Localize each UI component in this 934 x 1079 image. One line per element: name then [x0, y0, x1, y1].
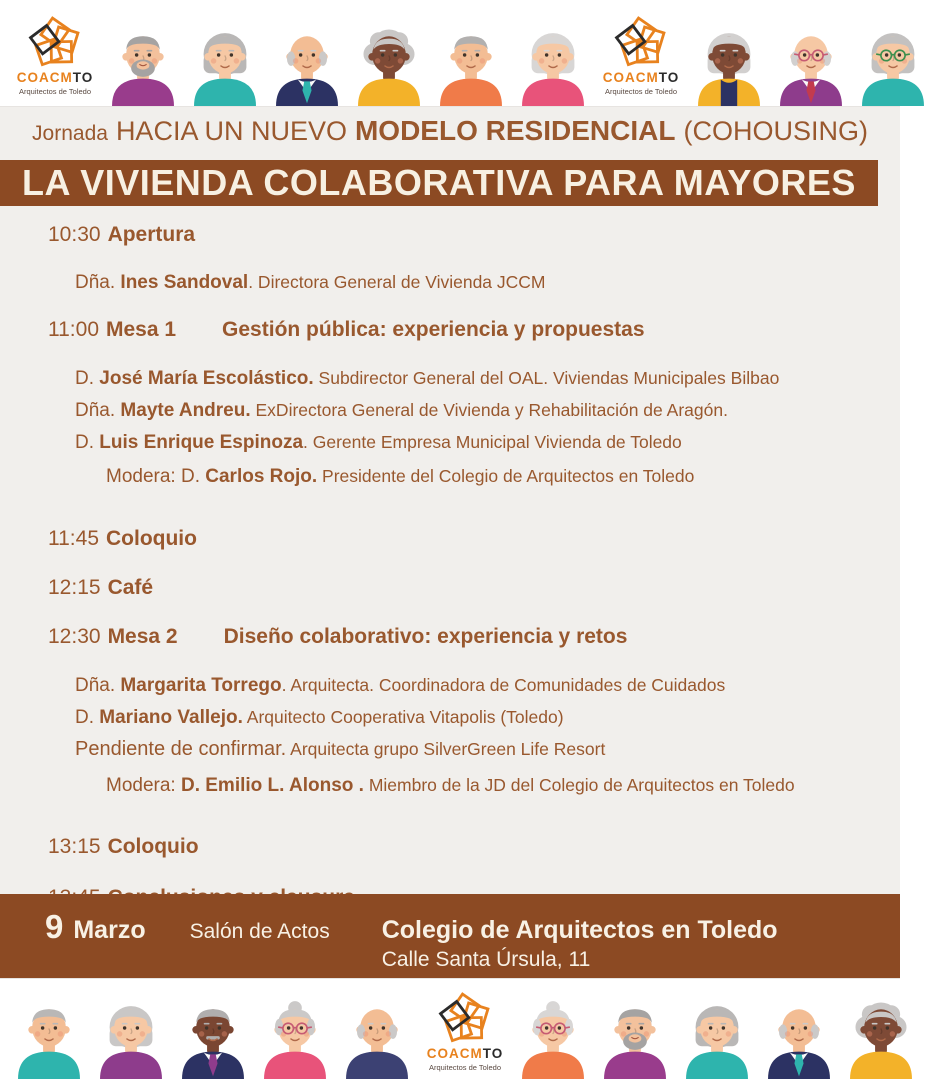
- slot-title: Coloquio: [107, 835, 199, 858]
- speaker-role: . Arquitecta. Coordinadora de Comunidades de Cuidados: [281, 675, 726, 695]
- speaker-line-pending: [75, 734, 900, 766]
- schedule-slot-mesa1: [48, 317, 900, 343]
- speaker-line: [75, 427, 900, 459]
- logo-word-accent: TO: [658, 69, 680, 85]
- footer-date-day: 9: [45, 908, 64, 945]
- coacmto-logo: [8, 11, 102, 96]
- event-title-part2: MODELO RESIDENCIAL: [354, 115, 676, 146]
- footer-bar: [0, 894, 900, 978]
- speaker-honorific: D.: [75, 432, 100, 453]
- moderator-line: [106, 770, 900, 802]
- speaker-name: Ines Sandoval: [120, 272, 249, 293]
- moderator-prefix: Modera: D.: [106, 466, 206, 487]
- slot-time: 11:45: [48, 527, 99, 550]
- slot-title: Café: [107, 576, 154, 599]
- slot-time: 11:00: [48, 318, 99, 341]
- logo-subtitle: Arquitectos de Toledo: [429, 1062, 501, 1072]
- footer-room: Salón de Actos: [189, 920, 330, 943]
- avatar-woman-gray-bob-teal-shirt: [184, 12, 266, 106]
- slot-time: 13:15: [48, 835, 101, 858]
- top-avatar-band: [0, 0, 900, 107]
- logo-word-main: COACM: [602, 69, 659, 85]
- avatar-man-bald-navy-suit: [758, 985, 840, 1079]
- avatar-man-gray-hair-teal-shirt: [8, 985, 90, 1079]
- coacmto-logo-icon: [429, 991, 501, 1047]
- coacmto-logo: [594, 11, 688, 96]
- speaker-role: Subdirector General del OAL. Viviendas Municipales Bilbao: [313, 368, 780, 388]
- avatar-woman-bun-glasses-orange-shirt: [512, 985, 594, 1079]
- footer-venue-block: [382, 915, 778, 975]
- avatar-woman-gray-afro-yellow-shirt: [348, 12, 430, 106]
- logo-word-accent: TO: [482, 1045, 504, 1061]
- slot-subtitle: Diseño colaborativo: experiencia y retos: [223, 625, 628, 648]
- speaker-role: . Gerente Empresa Municipal Vivienda de Toledo: [303, 432, 682, 452]
- moderator-prefix: Modera:: [106, 775, 181, 796]
- moderator-role: Presidente del Colegio de Arquitectos en Toledo: [317, 466, 695, 486]
- logo-word-main: COACM: [426, 1045, 483, 1061]
- slot-title: Coloquio: [106, 527, 197, 550]
- coacmto-logo-wordmark: [8, 71, 102, 85]
- speaker-role: ExDirectora General de Vivienda y Rehabilitación de Aragón.: [250, 400, 728, 420]
- coacmto-logo-icon: [19, 15, 91, 71]
- avatar-woman-green-glasses-teal-shirt: [852, 12, 934, 106]
- speaker-line: [75, 702, 900, 734]
- slot-time: 12:30: [48, 625, 101, 648]
- coacmto-logo-wordmark: [418, 1047, 512, 1061]
- speaker-name: José María Escolástico.: [99, 368, 314, 389]
- footer-date-month: Marzo: [73, 916, 146, 944]
- speaker-name: Pendiente de confirmar.: [75, 738, 287, 760]
- speaker-role: . Directora General de Vivienda JCCM: [248, 272, 546, 292]
- speaker-name: Luis Enrique Espinoza: [99, 432, 304, 453]
- avatar-woman-gray-afro-yellow-shirt: [840, 985, 922, 1079]
- speaker-line: [75, 363, 900, 395]
- event-title: [0, 107, 900, 150]
- moderator-line: [106, 461, 900, 493]
- schedule-slot-apertura: [48, 222, 900, 248]
- avatar-woman-gray-bob-purple-jacket: [90, 985, 172, 1079]
- avatar-man-mustache-navy-suit: [172, 985, 254, 1079]
- speaker-role: Arquitecta grupo SilverGreen Life Resort: [286, 739, 606, 759]
- coacmto-logo-wordmark: [594, 71, 688, 85]
- avatar-woman-yellow-vest: [688, 12, 770, 106]
- event-title-part3: (COHOUSING): [683, 116, 868, 146]
- speaker-name: Mariano Vallejo.: [99, 707, 243, 728]
- speaker-honorific: D.: [75, 368, 100, 389]
- schedule-slot-mesa2: [48, 624, 900, 650]
- speaker-line: [75, 269, 900, 297]
- program-body: [0, 107, 900, 894]
- event-banner: LA VIVIENDA COLABORATIVA PARA MAYORES: [0, 160, 878, 206]
- bottom-avatar-band: [0, 978, 900, 1079]
- speaker-line: [75, 670, 900, 702]
- slot-time: 12:15: [48, 576, 101, 599]
- speaker-honorific: D.: [75, 707, 100, 728]
- avatar-woman-gray-bob-pink-shirt: [512, 12, 594, 106]
- avatar-man-gray-hair-orange-shirt: [430, 12, 512, 106]
- moderator-role: Miembro de la JD del Colegio de Arquitectos en Toledo: [363, 775, 795, 795]
- slot-time: 10:30: [48, 223, 101, 246]
- avatar-man-bald-navy-shirt: [336, 985, 418, 1079]
- schedule-slot-coloquio2: [48, 834, 900, 860]
- speaker-name: Mayte Andreu.: [120, 400, 251, 421]
- coacmto-logo-icon: [605, 15, 677, 71]
- speaker-honorific: Dña.: [75, 400, 121, 421]
- event-title-kicker: Jornada: [32, 122, 108, 145]
- avatar-man-gray-beard-purple-shirt: [102, 12, 184, 106]
- slot-title: Apertura: [107, 223, 196, 246]
- footer-address: Calle Santa Úrsula, 11: [381, 948, 591, 971]
- schedule-slot-coloquio1: [48, 526, 900, 552]
- avatar-man-gray-beard-purple-shirt: [594, 985, 676, 1079]
- event-title-part1: HACIA UN NUEVO: [115, 116, 347, 146]
- coacmto-logo: [418, 987, 512, 1072]
- speaker-name: Margarita Torrego: [120, 675, 282, 696]
- moderator-name: Carlos Rojo.: [205, 466, 318, 487]
- logo-word-accent: TO: [72, 69, 94, 85]
- speaker-honorific: Dña.: [75, 675, 121, 696]
- speaker-role: Arquitecto Cooperativa Vitapolis (Toledo): [242, 707, 564, 727]
- avatar-man-glasses-purple-vest: [770, 12, 852, 106]
- slot-subtitle: Gestión pública: experiencia y propuestas: [222, 318, 645, 341]
- speaker-honorific: Dña.: [75, 272, 121, 293]
- slot-title: Mesa 1: [106, 318, 177, 341]
- logo-subtitle: Arquitectos de Toledo: [605, 86, 677, 96]
- schedule-slot-cafe: [48, 575, 900, 601]
- avatar-woman-gray-bob-teal-shirt: [676, 985, 758, 1079]
- avatar-man-bald-navy-suit: [266, 12, 348, 106]
- slot-title: Mesa 2: [107, 625, 178, 648]
- speaker-line: [75, 395, 900, 427]
- logo-subtitle: Arquitectos de Toledo: [19, 86, 91, 96]
- logo-word-main: COACM: [16, 69, 73, 85]
- avatar-woman-bun-glasses-pink-shirt: [254, 985, 336, 1079]
- moderator-name: D. Emilio L. Alonso .: [180, 775, 364, 796]
- footer-venue: Colegio de Arquitectos en Toledo: [381, 916, 778, 944]
